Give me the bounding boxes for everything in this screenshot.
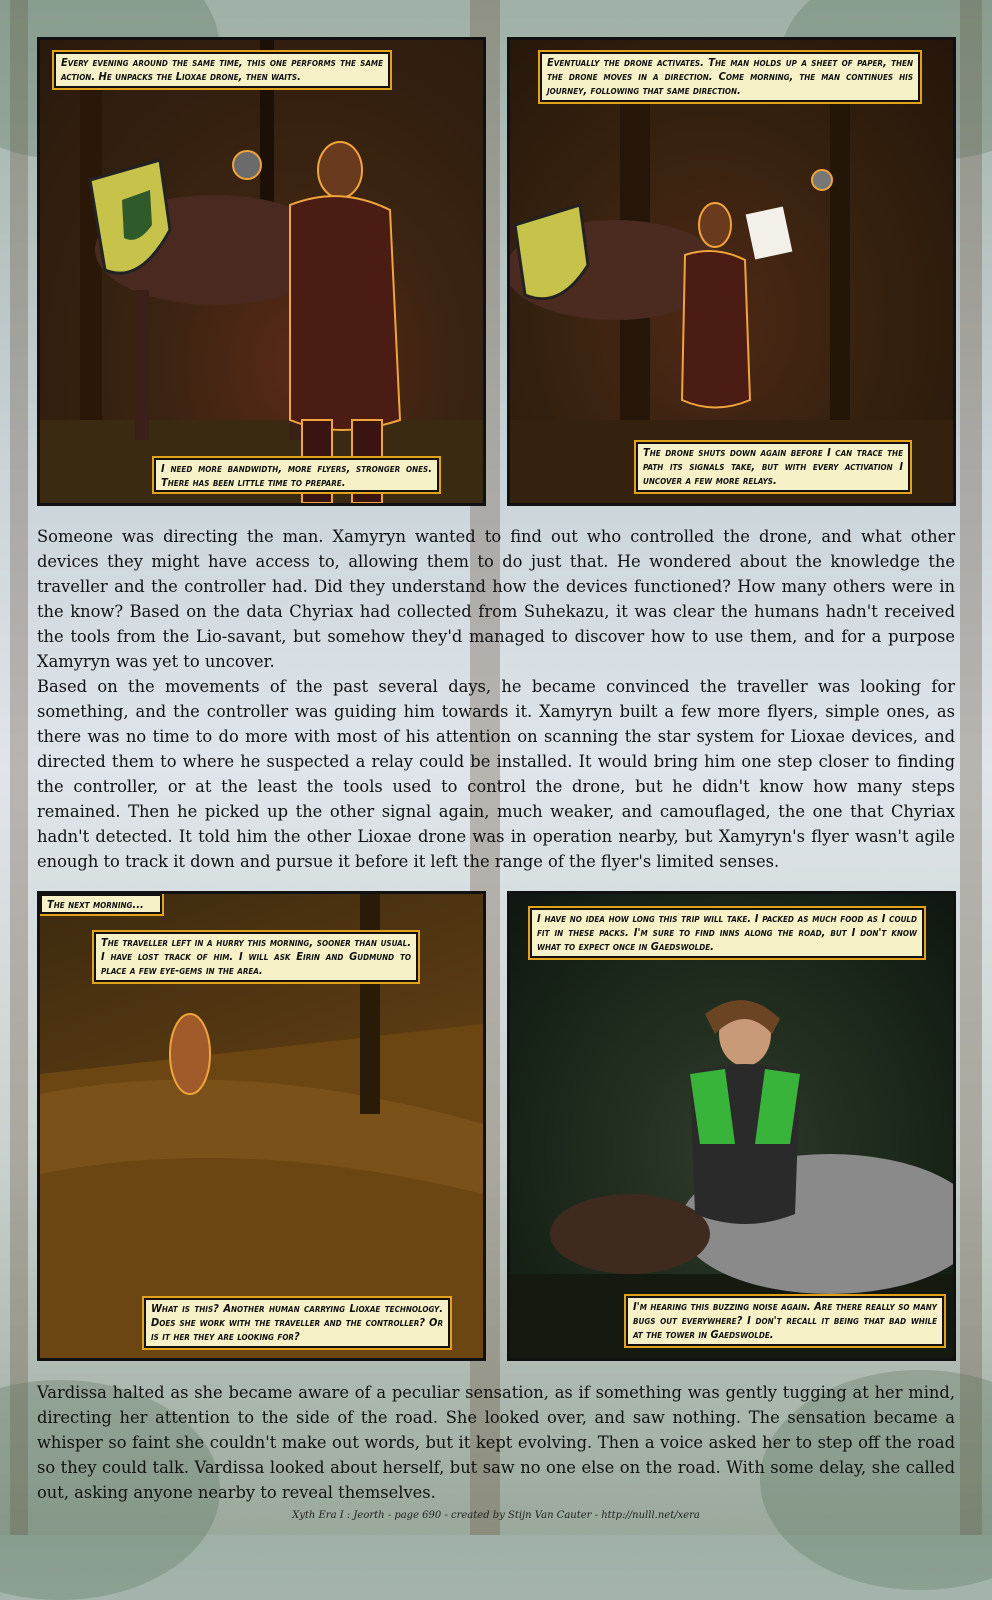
comic-panel-1 [37,37,486,506]
caption-box: I have no idea how long this trip will take. I packed as much food as I could fit in these packs. I'm sure to find inns along the road, but I don't know what to expect once in Gaedswolde. [530,908,924,958]
caption-box: The traveller left in a hurry this morning, sooner than usual. I have lost track of him. I will ask Eirin and Gudmund to place a few eye-gems in the area. [94,932,418,982]
caption-box: I need more bandwidth, more flyers, stronger ones. There has been little time to prepare. [154,458,439,492]
caption-box: The drone shuts down again before I can trace the path its signals take, but with every activation I uncover a few more relays. [636,442,910,492]
caption-box: I'm hearing this buzzing noise again. Are there really so many bugs out everywhere? I don't recall it being that bad while at the tower in Gaedswolde. [626,1296,944,1346]
saddle-packs [550,1194,710,1274]
story-paragraph: Based on the movements of the past several days, he became convinced the traveller was looking for something, and the controller was guiding him towards it. Xamyryn built a few more flyers, simple ones, as there was no time to do more with most of his attention on scanning the star system for Lioxae devices, and directed them to where he suspected a relay could be installed. It would bring him one step closer to finding the controller, or at the least the tools used to control the drone, but he didn't know how many steps remained. Then he picked up the other signal again, much weaker, and camouflaged, the one that Chyriax hadn't detected. It told him the other Lioxae drone was in operation nearby, but Xamyryn's flyer wasn't agile enough to track it down and pursue it before it left the range of the flyer's limited senses. [37,677,955,871]
background-tree-left [10,0,28,1535]
caption-box: Every evening around the same time, this one performs the same action. He unpacks the Lioxae drone, then waits. [54,52,390,88]
story-paragraph: Someone was directing the man. Xamyryn wanted to find out who controlled the drone, and what other devices they might have access to, allowing them to do just that. He wondered about the knowledge the traveller and the controller had. Did they understand how the devices functioned? How many others were in the know? Based on the data Chyriax had collected from Suhekazu, it was clear the humans hadn't received the tools from the Lio-savant, but somehow they'd managed to discover how to use them, and for a purpose Xamyryn was yet to uncover. [37,527,955,671]
panel-1-art [40,40,483,503]
comic-panel-3 [37,891,486,1361]
comic-panel-2 [507,37,956,506]
paper-sheet [746,207,793,260]
lioxae-drone [233,151,261,179]
man-armor [290,196,400,430]
lioxae-drone [812,170,832,190]
story-paragraph: Vardissa halted as she became aware of a peculiar sensation, as if something was gently tugging at her mind, directing her attention to the side of the road. She looked over, and saw nothing. The sensation became a whisper so faint she couldn't make out words, but it kept evolving. Then a voice asked her to step off the road so they could talk. Vardissa looked about herself, but saw no one else on the road. With some delay, she called out, asking anyone nearby to reveal themselves. [37,1383,955,1502]
caption-box: What is this? Another human carrying Lioxae technology. Does she work with the traveller and the controller? Or is it her they are looking for? [144,1298,450,1348]
caption-box: The next morning... [40,894,162,914]
background-tree-right [960,0,982,1535]
man-head [699,203,731,247]
panel-4-art [510,894,953,1358]
page-footer-credit: Xyth Era I : Jeorth - page 690 - created by Stijn Van Cauter - http://nulll.net/xera [292,1510,700,1521]
man-head [318,142,362,198]
rider-on-horse [170,1014,210,1094]
comic-panel-4 [507,891,956,1361]
panel-2-art [510,40,953,503]
caption-box: Eventually the drone activates. The man holds up a sheet of paper, then the drone moves in a direction. Come morning, the man continues his journey, following that same direction. [540,52,920,102]
man-armor [682,251,750,408]
